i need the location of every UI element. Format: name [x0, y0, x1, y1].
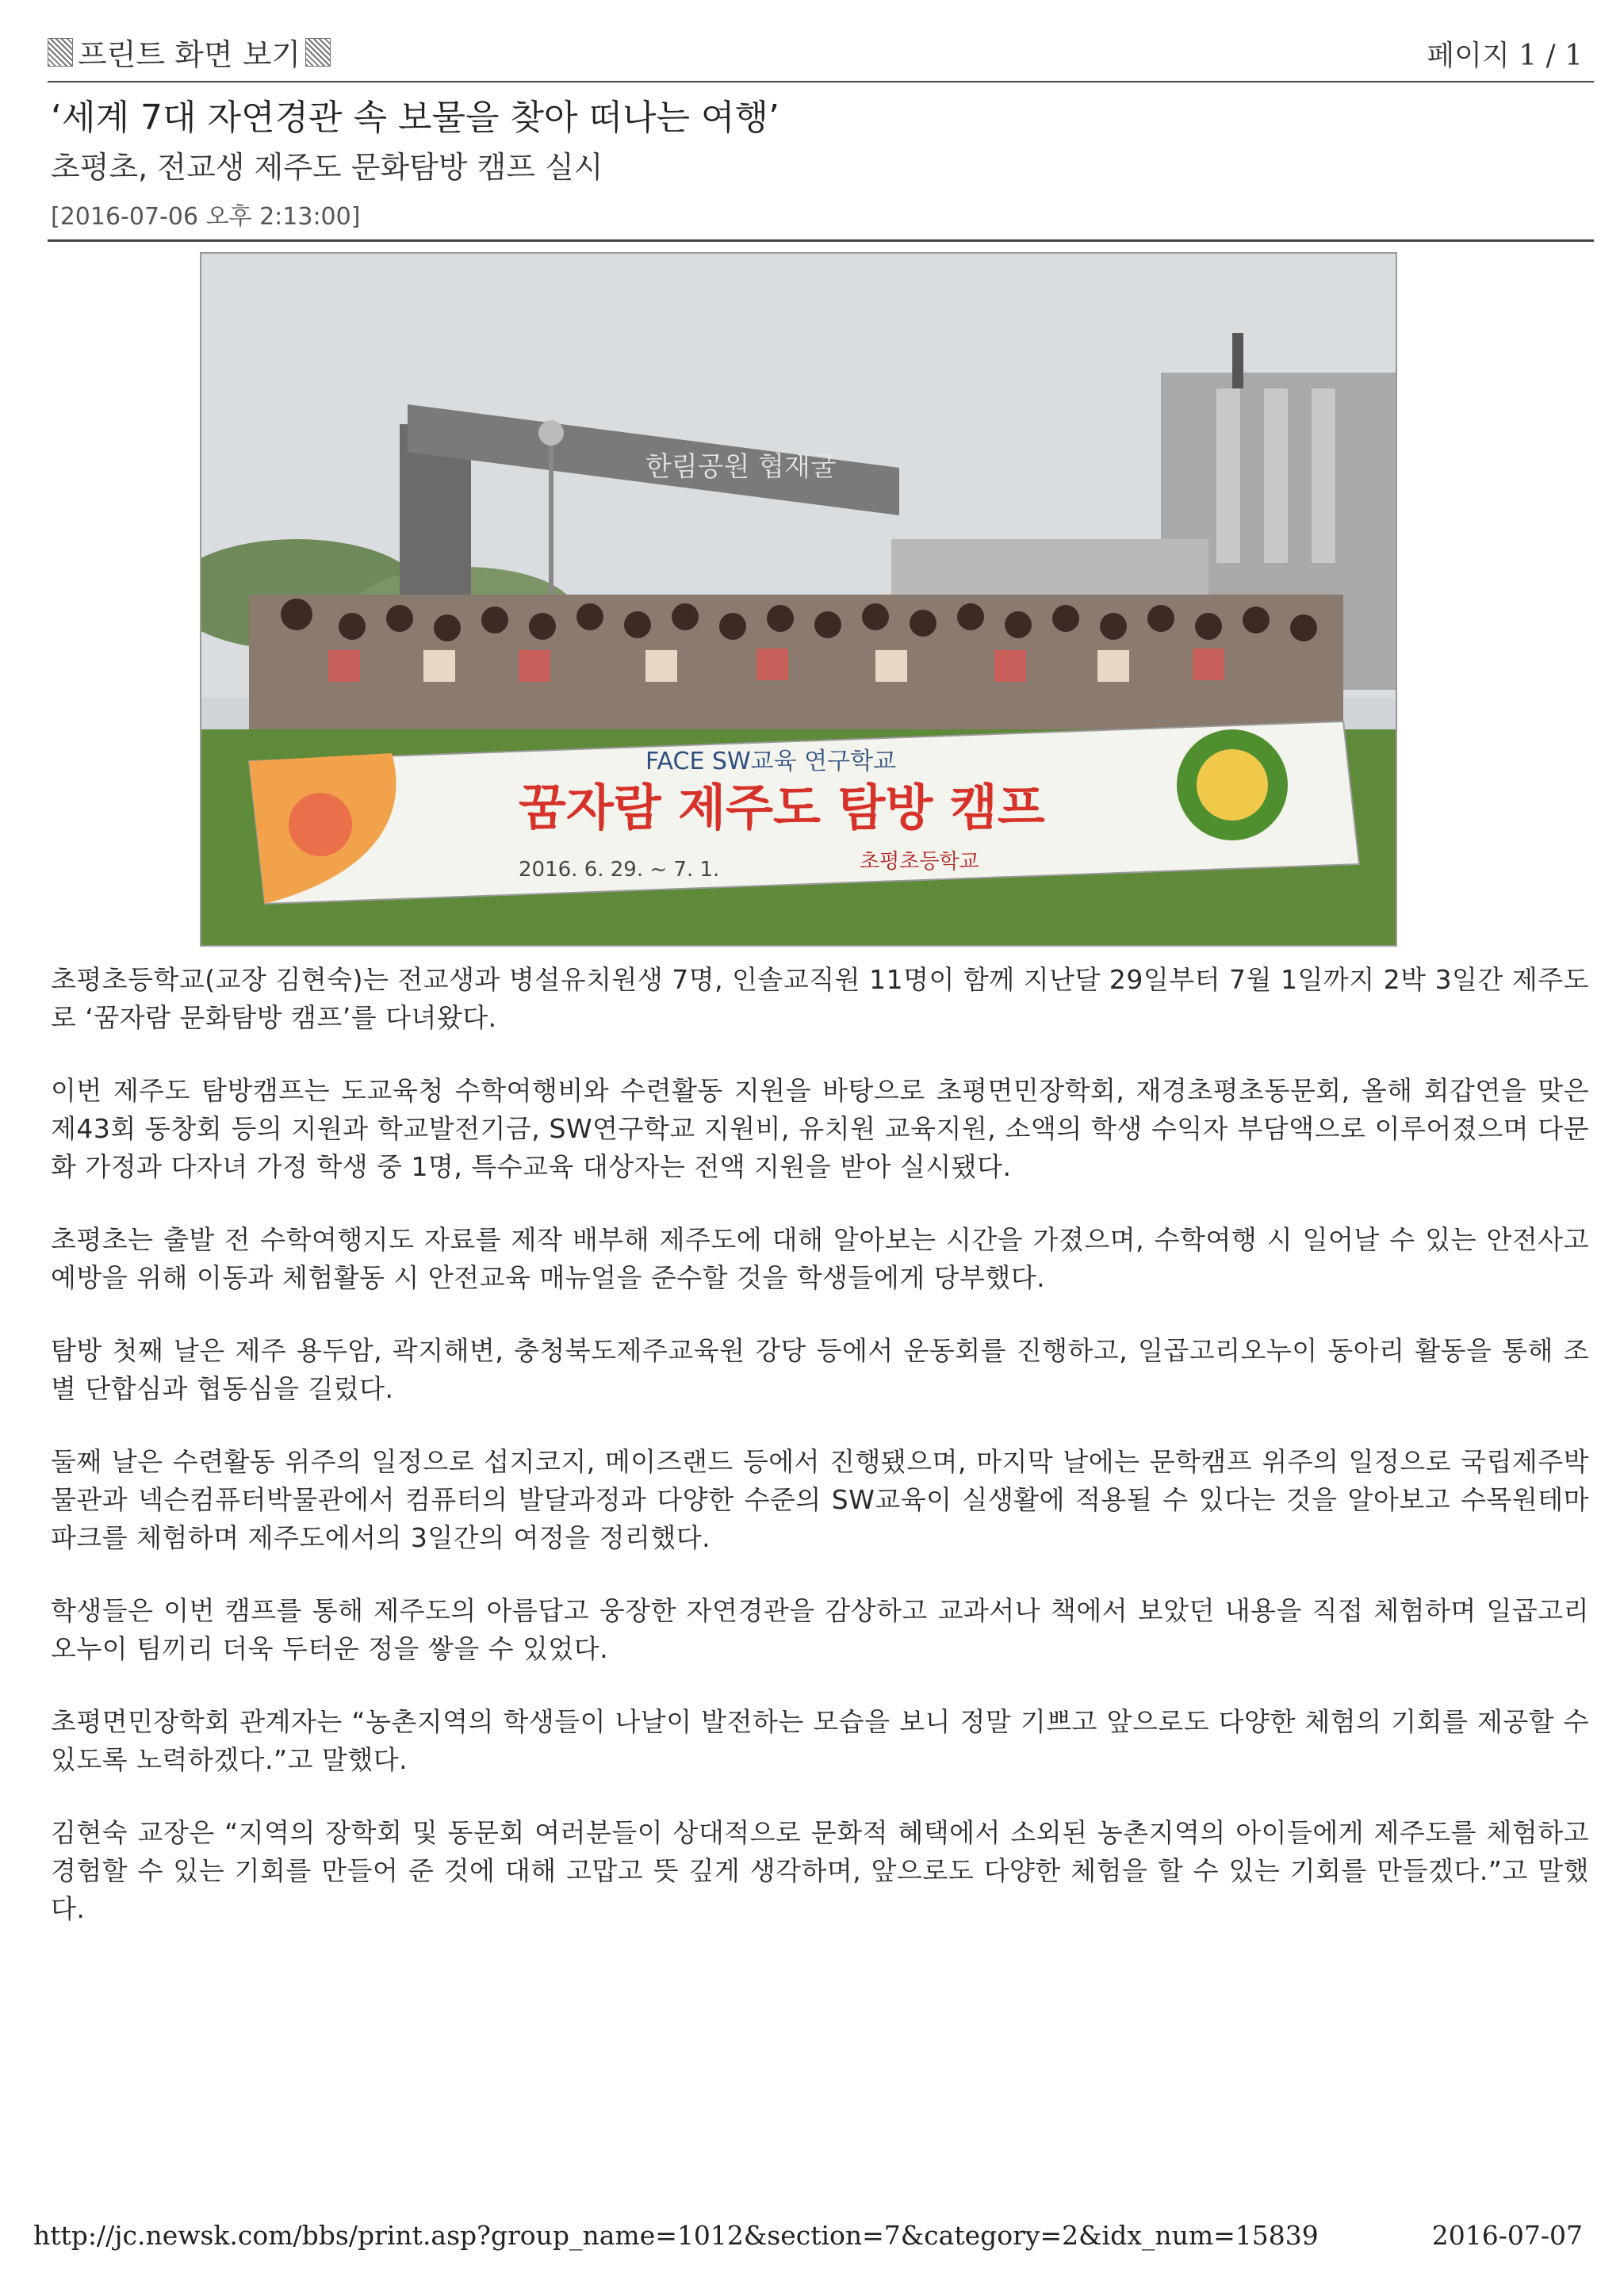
article-paragraph: 학생들은 이번 캠프를 통해 제주도의 아름답고 웅장한 자연경관을 감상하고 교과서나 책에서 보았던 내용을 직접 체험하며 일곱고리오누이 팀끼리 더욱 두터운 정을 쌓을 수 있었다.: [51, 1595, 1589, 1664]
print-view-button[interactable]: [48, 30, 331, 74]
header-divider: [48, 81, 1594, 82]
article-body: [51, 961, 1589, 1963]
banner-dates: 2016. 6. 29. ~ 7. 1.: [519, 858, 720, 882]
article-paragraph: 이번 제주도 탐방캠프는 도교육청 수학여행비와 수련활동 지원을 바탕으로 초평면민장학회, 재경초평초동문회, 올해 회갑연을 맞은 제43회 동창회 등의 지원과 학교발전기금, SW연구학교 지원비, 유치원 교육지원, 소액의 학생 수익자 부담액으로 이루어졌으며 다문화 가정과 다자녀 가정 학생 중 1명, 특수교육 대상자는 전액 지원을 받아 실시됐다.: [51, 1075, 1589, 1182]
article-paragraph: 둘째 날은 수련활동 위주의 일정으로 섭지코지, 메이즈랜드 등에서 진행됐으며, 마지막 날에는 문학캠프 위주의 일정으로 국립제주박물관과 넥슨컴퓨터박물관에서 컴퓨터의 발달과정과 다양한 수준의 SW교육이 실생활에 적용될 수 있다는 것을 알아보고 수목원테마파크를 체험하며 제주도에서의 3일간의 여정을 정리했다.: [51, 1446, 1589, 1553]
banner-title: 꿈자람 제주도 탐방 캠프: [519, 779, 1045, 836]
article-subheadline: 초평초, 전교생 제주도 문화탐방 캠프 실시: [51, 150, 603, 185]
article-paragraph: 탐방 첫째 날은 제주 용두암, 곽지해변, 충청북도제주교육원 강당 등에서 운동회를 진행하고, 일곱고리오누이 동아리 활동을 통해 조별 단합심과 협동심을 길렀다.: [51, 1335, 1589, 1404]
page-indicator: 페이지 1 / 1: [1427, 40, 1583, 72]
print-view-label: 프린트 화면 보기: [78, 37, 301, 72]
article-paragraph: 초평면민장학회 관계자는 “농촌지역의 학생들이 나날이 발전하는 모습을 보니 정말 기쁘고 앞으로도 다양한 체험의 기회를 제공할 수 있도록 노력하겠다.”고 말했다.: [51, 1706, 1589, 1775]
footer-date: 2016-07-07: [1431, 2220, 1583, 2251]
hatch-right-icon: [305, 38, 331, 67]
gate-sign-text: 한림공원 협재굴: [645, 451, 837, 483]
hatch-left-icon: [48, 38, 73, 67]
photo-illustration: [201, 254, 1396, 945]
title-divider: [48, 239, 1594, 242]
banner-line1: FACE SW교육 연구학교: [645, 748, 897, 775]
article-date: [2016-07-06 오후 2:13:00]: [51, 203, 361, 231]
article-headline: ‘세계 7대 자연경관 속 보물을 찾아 떠나는 여행’: [51, 98, 779, 138]
article-paragraph: 초평초등학교(교장 김현숙)는 전교생과 병설유치원생 7명, 인솔교직원 11명이 함께 지난달 29일부터 7월 1일까지 2박 3일간 제주도로 ‘꿈자람 문화탐방 캠프’를 다녀왔다.: [51, 964, 1589, 1033]
article-paragraph: 김현숙 교장은 “지역의 장학회 및 동문회 여러분들이 상대적으로 문화적 혜택에서 소외된 농촌지역의 아이들에게 제주도를 체험하고 경험할 수 있는 기회를 만들어 준 것에 대해 고맙고 뜻 깊게 생각하며, 앞으로도 다양한 체험을 할 수 있는 기회를 만들겠다.”고 말했다.: [51, 1817, 1589, 1924]
banner-school: 초평초등학교: [860, 850, 979, 874]
footer-url: http://jc.newsk.com/bbs/print.asp?group_name=1012&section=7&category=2&idx_num=15839: [33, 2220, 1319, 2251]
article-paragraph: 초평초는 출발 전 수학여행지도 자료를 제작 배부해 제주도에 대해 알아보는 시간을 가졌으며, 수학여행 시 일어날 수 있는 안전사고 예방을 위해 이동과 체험활동 시 안전교육 매뉴얼을 준수할 것을 학생들에게 당부했다.: [51, 1224, 1589, 1293]
article-photo: [200, 252, 1397, 947]
